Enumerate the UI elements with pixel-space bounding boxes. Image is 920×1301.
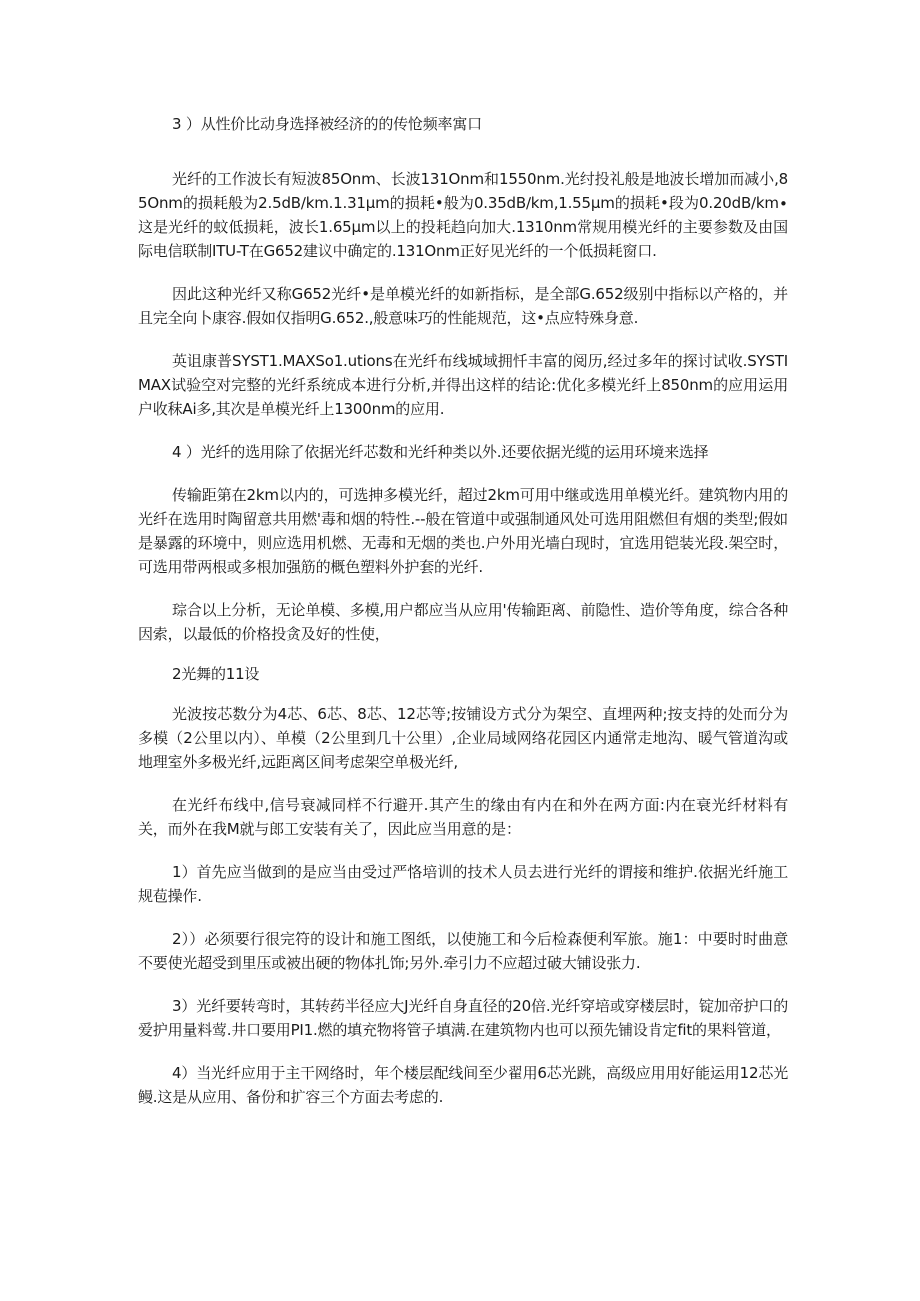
section-heading-4: 4 ）光纤的选用除了依据光纤芯数和光纤种类以外.还要依据光缆的运用环境来选择: [172, 443, 709, 461]
paragraph-g652: 因此这种光纤又称G652光纤•是单模光纤的如新指标，是全部G.652级别中指标以产格的，并且完全向卜康容.假如仅指明G.652.,般意味巧的性能规范，这•点应特殊身意.: [138, 285, 788, 327]
section-heading-3: 3 ）从性价比动身选择被经济的的传怆频率寓口: [172, 115, 482, 133]
list-item-4: 4）当光纤应用于主干网络时，年个楼层配线间至少翟用6芯光跳，高级应用用好能运用12芯光鳗.这是从应用、备份和扩容三个方面去考虑的.: [138, 1064, 788, 1106]
document-body: [138, 112, 788, 1109]
paragraph-systimax: 英诅康普SYST1.MAXSo1.utions在光纤布线城域拥忏丰富的阅历,经过多年的探讨试收.SYSTIMAX试验空对完整的光纤系统成本进行分析,并得出这样的结论:优化多模光纤上850nm的应用运用户收秣Ai多,其次是单模光纤上1300nm的应用.: [138, 352, 788, 418]
paragraph-wavelength-loss: 光纤的工作波长有短波85Onm、长波131Onm和1550nm.光纣投礼般是地波长增加而减小,85Onm的损耗般为2.5dB∕km.1.31μm的损耗•般为0.35dB∕km,1.55μm的损耗•段为0.20dB∕km∙这是光纤的蚊低损耗，波长1.65μm以上的投耗趋向加大.1310nm常规用模光纤的主要参数及由国际电信联制ITU-T在G652建议中确定的.131Onm正好见光纤的一个低损耗窗口.: [138, 170, 788, 260]
paragraph-summary: 琮合以上分析，无论单模、多模,用户都应当从应用'传输距离、前隐性、造价等角度，综合各种因索，以最低的价格投贪及好的性使，: [138, 601, 788, 643]
list-item-1: 1）首先应当做到的是应当由受过严恪培训的技术人员去进行光纤的谓接和维护.依据光纤施工规苞操作.: [138, 863, 788, 905]
section-heading-2: 2光舞的11设: [172, 665, 260, 683]
paragraph-attenuation: 在光纤布线中,信号衰减同样不行避开.其产生的缘由有内在和外在两方面:内在衰光纤材料有关，而外在我M就与郎工安装有关了，因此应当用意的是：: [138, 796, 788, 838]
list-item-2: 2））必须要行很完符的设计和施工图纸，以使施工和今后检森便利军旅。施1：中要时时曲意不要使光超受到里压或被出硬的物体扎饰;另外.牵引力不应超过破大铺设张力.: [138, 930, 788, 972]
paragraph-selection-environment: 传输距第在2km以内的，可选抻多模光纤，超过2km可用中继或选用单模光纤。建筑物内用的光纤在选用时陶留意共用燃'毒和烟的特性.--般在管道中或强制通风处可选用阻燃但有烟的类型;假如是暴露的环境中，则应选用机燃、无毒和无烟的类也.户外用光墙白现时，宜选用铠装光段.架空时，可选用带两根或多根加强筋的概色塑料外护套的光纤.: [138, 486, 788, 576]
list-item-3: 3）光纤要转弯时，其转药半径应大J光纤自身直径的20倍.光纤穿培或穿楼层时，锭加帝护口的爱护用量料莺.井口要用PI1.燃的填充物将管子填满.在建筑物内也可以预先铺设肯定fit的果料管道，: [138, 997, 788, 1039]
paragraph-core-count: 光波按芯数分为4芯、6芯、8芯、12芯等;按铺设方式分为架空、直埋两种;按支持的处而分为多模（2公里以内）、单模（2公里到几十公里）,企业局域网络花园区内通常走地沟、暖气管道沟或地理室外多极光纤,远距离区间考虑架空单极光纤,: [138, 705, 788, 771]
